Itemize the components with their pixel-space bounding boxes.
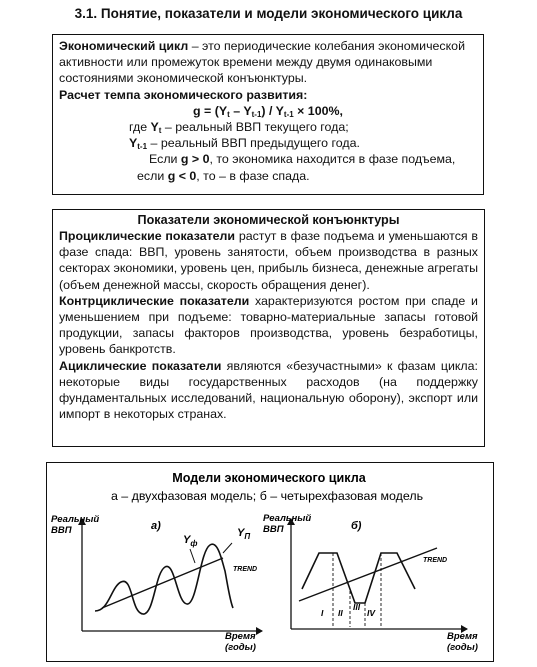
left-trend-label: TREND xyxy=(233,566,258,573)
page-title: 3.1. Понятие, показатели и модели экономического цикла xyxy=(74,6,463,21)
condition-negative: если g < 0, то – в фазе спада. xyxy=(137,168,310,183)
formula-where-current: где $Y_t$ – реальный ВВП текущего года; xyxy=(129,120,349,136)
left-chart-letter: а) xyxy=(151,520,161,532)
left-ylabel-2: ВВП xyxy=(51,525,72,536)
left-xlabel-2: (годы) xyxy=(225,642,256,653)
indicators-box xyxy=(52,209,485,447)
yp-pointer xyxy=(223,543,232,553)
calc-heading: Расчет темпа экономического развития: xyxy=(59,87,308,102)
indicators-heading: Показатели экономической конъюнктуры xyxy=(137,213,400,227)
definition-text: – это периодические колебания экономической активности или промежуток времени между двумя одинаковыми состояниями экономической конъюнктуры. xyxy=(59,39,465,86)
formula-where-previous: $Y_{t-1}$ – реальный ВВП предыдущего года. xyxy=(129,136,360,152)
yf-pointer xyxy=(190,549,195,563)
right-ylabel-1: Реальный xyxy=(263,513,312,524)
models-heading: Модели экономического цикла xyxy=(172,471,366,485)
yp-label: $Y_П$ xyxy=(237,527,251,541)
models-box xyxy=(46,462,494,662)
phase-label-1: I xyxy=(321,608,324,618)
right-xlabel-2: (годы) xyxy=(447,642,478,653)
two-phase-model-chart xyxy=(51,514,262,653)
yf-label: $Y_ф$ xyxy=(183,534,198,548)
acyclical-paragraph: Ациклические показатели являются «безучастными» к фазам цикла: некоторые виды государственных расходов (на поддержку фундаментальных исследований, национальную оборону), экспорт или импорт в некоторых странах. xyxy=(59,358,478,422)
definition-term: Экономический цикл xyxy=(59,39,189,53)
four-phase-model-chart xyxy=(263,513,478,653)
phase-label-4: IV xyxy=(367,608,376,618)
left-ylabel-1: Реальный xyxy=(51,514,100,525)
left-xlabel-1: Время xyxy=(225,631,256,642)
phase-label-3: III xyxy=(353,602,361,612)
right-xlabel-1: Время xyxy=(447,631,478,642)
right-chart-letter: б) xyxy=(351,520,362,532)
countercyclical-paragraph: Контрциклические показатели характеризуются ростом при спаде и уменьшением при подъеме: товарно-материальные запасы готовой продукции, запасы факторов производства, уровень безработицы, уровень банкротств. xyxy=(59,293,478,357)
right-trend-label: TREND xyxy=(423,557,448,564)
definition-paragraph xyxy=(59,38,477,87)
condition-positive: Если g > 0, то экономика находится в фазе подъема, xyxy=(149,152,456,167)
right-ylabel-2: ВВП xyxy=(263,524,284,535)
models-subheading: а – двухфазовая модель; б – четырехфазовая модель xyxy=(110,489,424,503)
definition-box xyxy=(52,34,484,195)
procyclical-paragraph: Проциклические показатели растут в фазе подъема и уменьшаются в фазе спада: ВВП, уровень занятости, объем производства в разных секторах экономики, уровень цен, прибыль бизнеса, денежные агрегаты (объем денежной массы, скорость обращения денег). xyxy=(59,229,478,292)
cycle-models-figure xyxy=(47,463,492,660)
left-actual-gdp-curve xyxy=(95,544,233,614)
phase-label-2: II xyxy=(338,608,343,618)
growth-formula: $g = (Y_t - Y_{t-1}) / Y_{t-1} \times 100\%$, xyxy=(193,103,343,119)
